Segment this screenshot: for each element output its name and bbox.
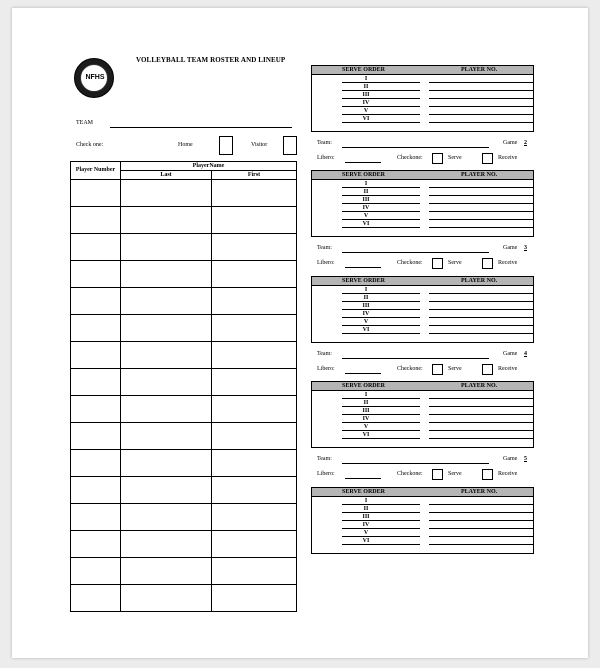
roster-row — [71, 396, 297, 423]
player-name-header: PlayerName — [121, 162, 297, 171]
rotation-number: II — [363, 189, 369, 195]
serve-order-row — [311, 423, 534, 431]
team-name-field[interactable] — [110, 127, 292, 128]
serve-order-label: SERVE ORDER — [342, 489, 385, 495]
logo-seal — [80, 64, 108, 92]
rotation-number: I — [364, 498, 368, 504]
last-name-cell[interactable] — [121, 369, 212, 396]
last-name-cell[interactable] — [121, 288, 212, 315]
serve-checkbox[interactable] — [432, 364, 443, 375]
player-number-cell[interactable] — [71, 261, 121, 288]
first-name-cell[interactable] — [212, 315, 297, 342]
player-number-cell[interactable] — [71, 585, 121, 612]
serve-order-label: SERVE ORDER — [342, 383, 385, 389]
first-name-cell[interactable] — [212, 558, 297, 585]
serve-label: Serve — [448, 155, 462, 161]
checkone-label: Checkone: — [397, 471, 423, 477]
serve-order-block — [311, 65, 534, 132]
home-checkbox[interactable] — [219, 136, 233, 155]
rotation-number: IV — [362, 522, 370, 528]
player-number-cell[interactable] — [71, 180, 121, 207]
rotation-number: III — [362, 514, 370, 520]
last-name-cell[interactable] — [121, 315, 212, 342]
rotation-number: II — [363, 84, 369, 90]
serve-order-row — [311, 326, 534, 334]
serve-order-row — [311, 497, 534, 505]
roster-body — [71, 180, 297, 612]
visitor-label: Visitor — [251, 142, 268, 148]
roster-row — [71, 558, 297, 585]
game-number: 4 — [524, 351, 527, 357]
serve-checkbox[interactable] — [432, 258, 443, 269]
page-title: VOLLEYBALL TEAM ROSTER AND LINEUP — [136, 56, 286, 64]
rotation-number: IV — [362, 100, 370, 106]
player-no-field[interactable] — [429, 438, 533, 439]
player-number-cell[interactable] — [71, 531, 121, 558]
team-label: Team: — [317, 351, 332, 357]
first-name-cell[interactable] — [212, 342, 297, 369]
game-number: 2 — [524, 140, 527, 146]
rotation-number: I — [364, 76, 368, 82]
player-number-cell[interactable] — [71, 396, 121, 423]
first-name-cell[interactable] — [212, 477, 297, 504]
player-number-cell[interactable] — [71, 504, 121, 531]
last-name-cell[interactable] — [121, 450, 212, 477]
serve-order-header — [311, 276, 534, 286]
serve-order-row — [311, 91, 534, 99]
rotation-number: I — [364, 287, 368, 293]
serve-order-row — [311, 302, 534, 310]
roster-row — [71, 207, 297, 234]
first-name-cell[interactable] — [212, 450, 297, 477]
roster-row — [71, 423, 297, 450]
last-name-cell[interactable] — [121, 261, 212, 288]
serve-order-header — [311, 487, 534, 497]
serve-order-footer — [311, 123, 534, 132]
checkone-label: Checkone: — [397, 155, 423, 161]
serve-order-row — [311, 431, 534, 439]
last-name-cell[interactable] — [121, 396, 212, 423]
rotation-number: VI — [362, 116, 370, 122]
roster-row — [71, 342, 297, 369]
roster-row — [71, 315, 297, 342]
player-number-cell[interactable] — [71, 369, 121, 396]
serve-order-footer — [311, 228, 534, 237]
rotation-number: II — [363, 400, 369, 406]
player-number-cell[interactable] — [71, 315, 121, 342]
player-no-label: PLAYER NO. — [461, 67, 498, 73]
checkone-label: Check one: — [76, 142, 104, 148]
libero-label: Libero: — [317, 260, 335, 266]
rotation-number: II — [363, 295, 369, 301]
game-team-field[interactable] — [342, 463, 489, 464]
player-no-label: PLAYER NO. — [461, 172, 498, 178]
serve-order-footer — [311, 334, 534, 343]
serve-order-block — [311, 170, 534, 237]
player-number-cell[interactable] — [71, 207, 121, 234]
nfhs-logo — [74, 58, 114, 98]
roster-row — [71, 477, 297, 504]
last-name-cell[interactable] — [121, 531, 212, 558]
serve-order-row — [311, 75, 534, 83]
visitor-checkbox[interactable] — [283, 136, 297, 155]
team-label: Team: — [317, 140, 332, 146]
player-no-field[interactable] — [429, 544, 533, 545]
game-team-field[interactable] — [342, 358, 489, 359]
serve-checkbox[interactable] — [432, 469, 443, 480]
checkone-label: Checkone: — [397, 260, 423, 266]
roster-row — [71, 261, 297, 288]
serve-order-row — [311, 513, 534, 521]
libero-field[interactable] — [345, 162, 381, 163]
game-label: Game — [503, 351, 518, 357]
rotation-number: V — [363, 319, 369, 325]
serve-order-footer — [311, 545, 534, 554]
first-name-cell[interactable] — [212, 504, 297, 531]
rotation-number: VI — [362, 221, 370, 227]
serve-order-row — [311, 220, 534, 228]
last-name-cell[interactable] — [121, 234, 212, 261]
serve-order-block — [311, 487, 534, 554]
libero-label: Libero: — [317, 155, 335, 161]
rotation-number: I — [364, 181, 368, 187]
first-name-cell[interactable] — [212, 423, 297, 450]
player-number-cell[interactable] — [71, 477, 121, 504]
rotation-number: VI — [362, 327, 370, 333]
serve-order-row — [311, 310, 534, 318]
rotation-number: V — [363, 424, 369, 430]
team-label: TEAM — [76, 120, 93, 126]
game-label: Game — [503, 140, 518, 146]
serve-order-row — [311, 196, 534, 204]
rotation-number: III — [362, 303, 370, 309]
roster-table — [70, 161, 297, 612]
serve-order-row — [311, 107, 534, 115]
rotation-number: V — [363, 108, 369, 114]
roster-page — [12, 8, 588, 658]
player-number-cell[interactable] — [71, 558, 121, 585]
first-name-cell[interactable] — [212, 396, 297, 423]
receive-checkbox[interactable] — [482, 364, 493, 375]
last-name-cell[interactable] — [121, 342, 212, 369]
serve-label: Serve — [448, 471, 462, 477]
serve-order-row — [311, 391, 534, 399]
receive-label: Receive — [498, 471, 518, 477]
team-label: Team: — [317, 245, 332, 251]
serve-label: Serve — [448, 260, 462, 266]
serve-order-row — [311, 204, 534, 212]
player-no-field[interactable] — [429, 122, 533, 123]
first-name-cell[interactable] — [212, 288, 297, 315]
serve-order-block — [311, 276, 534, 343]
serve-order-row — [311, 115, 534, 123]
checkone-label: Checkone: — [397, 366, 423, 372]
receive-checkbox[interactable] — [482, 258, 493, 269]
game-label: Game — [503, 245, 518, 251]
roster-row — [71, 180, 297, 207]
player-number-cell[interactable] — [71, 342, 121, 369]
serve-order-row — [311, 537, 534, 545]
serve-order-row — [311, 521, 534, 529]
serve-order-header — [311, 65, 534, 75]
libero-label: Libero: — [317, 366, 335, 372]
logo-text: NFHS — [85, 74, 105, 81]
roster-row — [71, 450, 297, 477]
serve-order-footer — [311, 439, 534, 448]
player-no-field[interactable] — [429, 227, 533, 228]
rotation-number: V — [363, 213, 369, 219]
first-name-cell[interactable] — [212, 207, 297, 234]
roster-row — [71, 504, 297, 531]
last-name-header: Last — [121, 171, 212, 180]
roster-row — [71, 585, 297, 612]
player-number-cell[interactable] — [71, 423, 121, 450]
serve-order-label: SERVE ORDER — [342, 172, 385, 178]
rotation-number: III — [362, 197, 370, 203]
libero-field[interactable] — [345, 478, 381, 479]
serve-order-row — [311, 318, 534, 326]
receive-checkbox[interactable] — [482, 153, 493, 164]
last-name-cell[interactable] — [121, 180, 212, 207]
game-team-field[interactable] — [342, 147, 489, 148]
serve-order-row — [311, 99, 534, 107]
player-no-label: PLAYER NO. — [461, 489, 498, 495]
receive-label: Receive — [498, 260, 518, 266]
serve-order-row — [311, 399, 534, 407]
libero-label: Libero: — [317, 471, 335, 477]
first-name-cell[interactable] — [212, 369, 297, 396]
serve-order-header — [311, 381, 534, 391]
rotation-number: IV — [362, 311, 370, 317]
serve-order-row — [311, 407, 534, 415]
serve-order-block — [311, 381, 534, 448]
game-number: 3 — [524, 245, 527, 251]
first-name-cell[interactable] — [212, 261, 297, 288]
rotation-number: III — [362, 92, 370, 98]
rotation-number: III — [362, 408, 370, 414]
rotation-number: IV — [362, 416, 370, 422]
last-name-cell[interactable] — [121, 477, 212, 504]
serve-order-row — [311, 212, 534, 220]
first-name-cell[interactable] — [212, 531, 297, 558]
game-number: 5 — [524, 456, 527, 462]
serve-order-row — [311, 188, 534, 196]
game-team-field[interactable] — [342, 252, 489, 253]
serve-order-row — [311, 83, 534, 91]
last-name-cell[interactable] — [121, 423, 212, 450]
player-no-label: PLAYER NO. — [461, 278, 498, 284]
receive-label: Receive — [498, 366, 518, 372]
first-name-cell[interactable] — [212, 180, 297, 207]
last-name-cell[interactable] — [121, 207, 212, 234]
serve-order-header — [311, 170, 534, 180]
rotation-number: V — [363, 530, 369, 536]
roster-row — [71, 531, 297, 558]
rotation-number: VI — [362, 432, 370, 438]
serve-order-row — [311, 529, 534, 537]
roster-row — [71, 234, 297, 261]
rotation-number: IV — [362, 205, 370, 211]
last-name-cell[interactable] — [121, 504, 212, 531]
player-no-field[interactable] — [429, 333, 533, 334]
receive-checkbox[interactable] — [482, 469, 493, 480]
serve-label: Serve — [448, 366, 462, 372]
roster-row — [71, 288, 297, 315]
player-number-cell[interactable] — [71, 450, 121, 477]
player-no-label: PLAYER NO. — [461, 383, 498, 389]
serve-order-row — [311, 505, 534, 513]
serve-order-row — [311, 415, 534, 423]
first-name-header: First — [212, 171, 297, 180]
player-number-header: Player Number — [71, 162, 121, 180]
home-label: Home — [178, 142, 193, 148]
rotation-number: II — [363, 506, 369, 512]
player-number-cell[interactable] — [71, 288, 121, 315]
serve-order-row — [311, 294, 534, 302]
first-name-cell[interactable] — [212, 585, 297, 612]
serve-order-row — [311, 180, 534, 188]
libero-field[interactable] — [345, 373, 381, 374]
receive-label: Receive — [498, 155, 518, 161]
player-number-cell[interactable] — [71, 234, 121, 261]
libero-field[interactable] — [345, 267, 381, 268]
serve-order-row — [311, 286, 534, 294]
rotation-number: VI — [362, 538, 370, 544]
game-label: Game — [503, 456, 518, 462]
serve-order-label: SERVE ORDER — [342, 278, 385, 284]
serve-checkbox[interactable] — [432, 153, 443, 164]
last-name-cell[interactable] — [121, 558, 212, 585]
team-label: Team: — [317, 456, 332, 462]
rotation-number: I — [364, 392, 368, 398]
serve-order-label: SERVE ORDER — [342, 67, 385, 73]
roster-row — [71, 369, 297, 396]
first-name-cell[interactable] — [212, 234, 297, 261]
last-name-cell[interactable] — [121, 585, 212, 612]
